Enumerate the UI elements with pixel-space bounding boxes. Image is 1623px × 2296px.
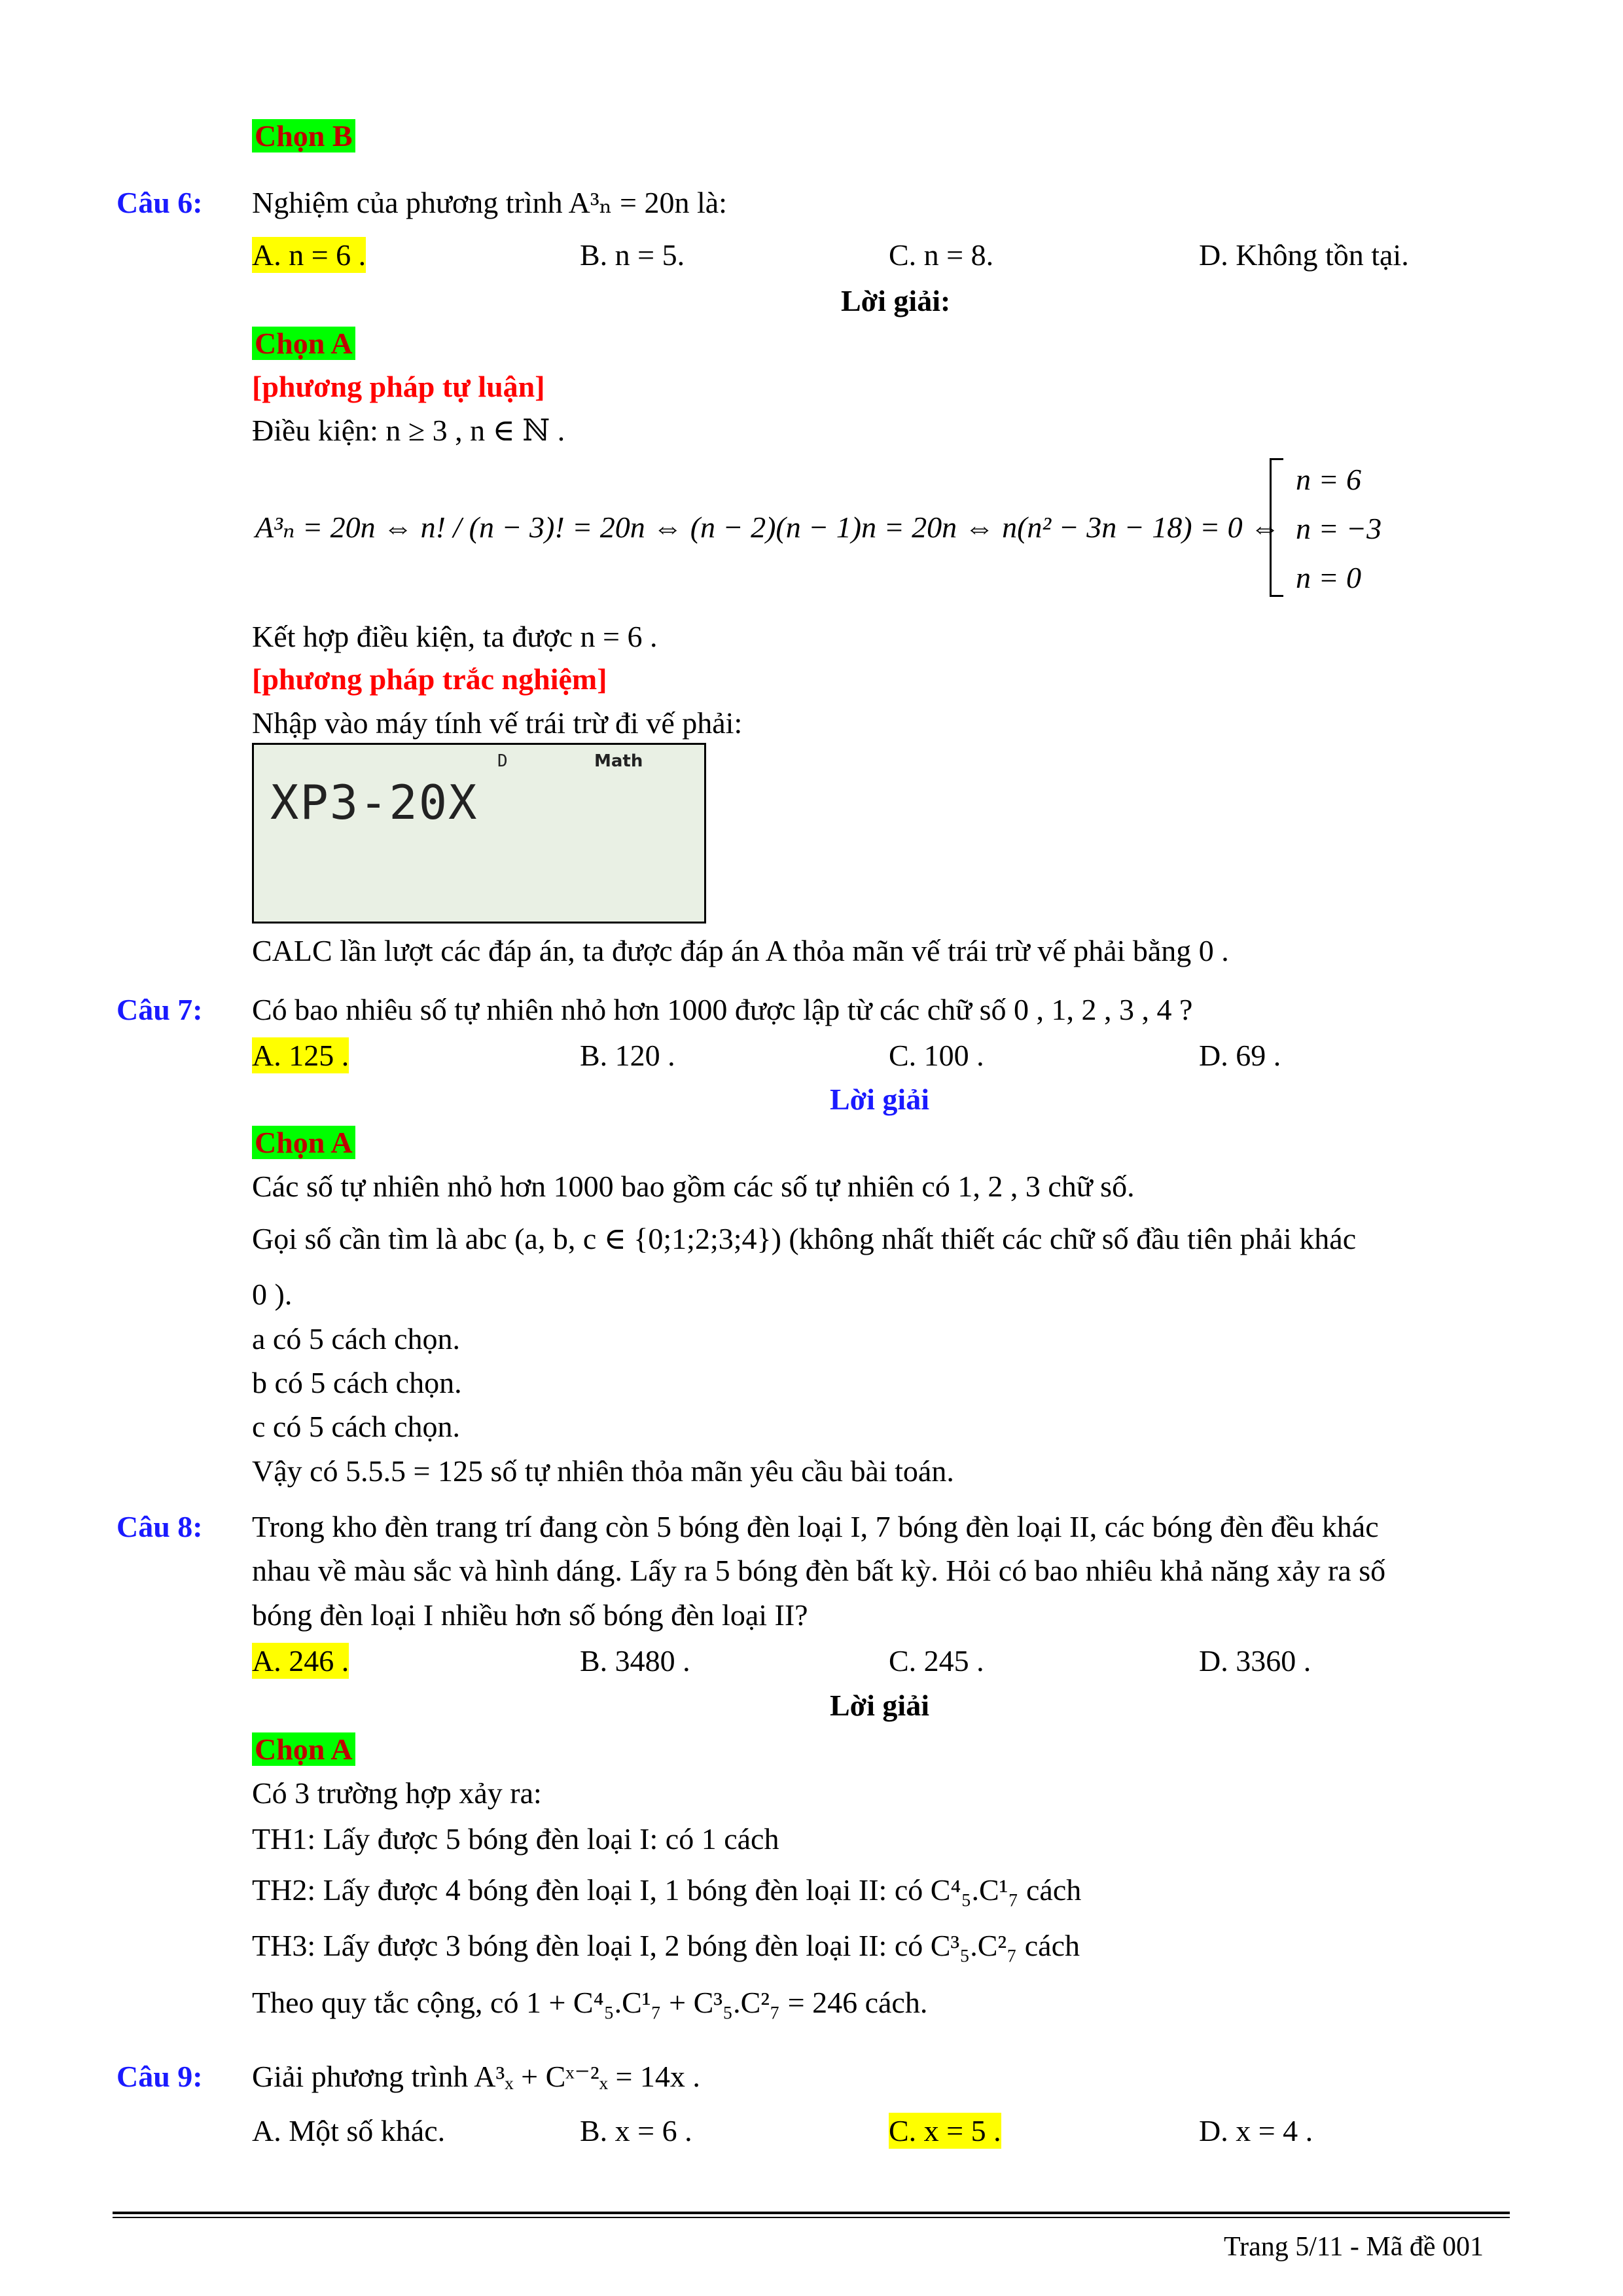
q7-chon: Chọn A xyxy=(252,1126,355,1159)
q6-root-3: n = 0 xyxy=(1296,561,1362,594)
q8-option-a: A. 246 . xyxy=(252,1643,349,1679)
q7-loigiai: Lời giải xyxy=(830,1083,929,1116)
q9-option-c: C. x = 5 . xyxy=(889,2113,1001,2149)
q9-option-a: A. Một số khác. xyxy=(252,2114,446,2147)
q7-line-7: Vậy có 5.5.5 = 125 số tự nhiên thỏa mãn yêu cầu bài toán. xyxy=(252,1454,954,1488)
page-footer: Trang 5/11 - Mã đề 001 xyxy=(1224,2232,1484,2262)
q6-option-c: C. n = 8. xyxy=(889,238,994,272)
q8-text-3: bóng đèn loại I nhiều hơn số bóng đèn loại II? xyxy=(252,1598,808,1632)
q6-combine: Kết hợp điều kiện, ta được n = 6 . xyxy=(252,620,658,653)
q8-line-1: Có 3 trường hợp xảy ra: xyxy=(252,1776,542,1810)
q6-label: Câu 6: xyxy=(116,186,203,219)
q7-label: Câu 7: xyxy=(116,993,203,1026)
q8-option-c: C. 245 . xyxy=(889,1644,984,1677)
q7-line-3: 0 ). xyxy=(252,1278,293,1311)
q6-roots-bracket xyxy=(1270,458,1283,597)
q8-line-4: TH3: Lấy được 3 bóng đèn loại I, 2 bóng đèn loại II: có C³₅.C²₇ cách xyxy=(252,1929,1080,1962)
q6-loigiai: Lời giải: xyxy=(841,284,951,317)
q7-line-6: c có 5 cách chọn. xyxy=(252,1410,461,1443)
q6-root-1: n = 6 xyxy=(1296,463,1362,496)
calc-expression: XP3-20X xyxy=(270,775,478,830)
q6-equation: A³ₙ = 20n ⇔ n! / (n − 3)! = 20n ⇔ (n − 2)(n − 1)n = 20n ⇔ n(n² − 3n − 18) = 0 ⇔ xyxy=(255,511,1281,544)
q7-line-5: b có 5 cách chọn. xyxy=(252,1366,462,1399)
q6-input-line: Nhập vào máy tính vế trái trừ đi vế phải: xyxy=(252,706,743,740)
q7-option-d: D. 69 . xyxy=(1199,1039,1281,1072)
q6-text: Nghiệm của phương trình A³ₙ = 20n là: xyxy=(252,186,727,219)
q6-condition: Điều kiện: n ≥ 3 , n ∈ ℕ . xyxy=(252,414,565,447)
q8-line-2: TH1: Lấy được 5 bóng đèn loại I: có 1 cách xyxy=(252,1822,779,1856)
calculator-screen xyxy=(252,743,706,924)
q7-line-1: Các số tự nhiên nhỏ hơn 1000 bao gồm các số tự nhiên có 1, 2 , 3 chữ số. xyxy=(252,1170,1135,1203)
q7-text: Có bao nhiêu số tự nhiên nhỏ hơn 1000 được lập từ các chữ số 0 , 1, 2 , 3 , 4 ? xyxy=(252,993,1193,1026)
calc-degree-indicator: D xyxy=(497,751,508,771)
q7-line-2: Gọi số cần tìm là abc (a, b, c ∈ {0;1;2;3;4}) (không nhất thiết các chữ số đầu tiên phải khác xyxy=(252,1222,1357,1255)
q6-option-b: B. n = 5. xyxy=(580,238,685,272)
q8-chon: Chọn A xyxy=(252,1732,355,1766)
q7-option-b: B. 120 . xyxy=(580,1039,675,1072)
footer-rule-thin xyxy=(113,2217,1510,2218)
chon-b-badge: Chọn B xyxy=(252,119,355,152)
q8-label: Câu 8: xyxy=(116,1510,203,1543)
calc-math-indicator: Math xyxy=(594,751,643,771)
q6-root-2: n = −3 xyxy=(1296,512,1382,545)
q8-text-1: Trong kho đèn trang trí đang còn 5 bóng đèn loại I, 7 bóng đèn loại II, các bóng đèn đều khác xyxy=(252,1510,1379,1543)
q8-text-2: nhau về màu sắc và hình dáng. Lấy ra 5 bóng đèn bất kỳ. Hỏi có bao nhiêu khả năng xảy ra số xyxy=(252,1554,1386,1587)
q9-text: Giải phương trình A³ₓ + Cˣ⁻²ₓ = 14x . xyxy=(252,2060,700,2093)
q7-line-4: a có 5 cách chọn. xyxy=(252,1322,461,1355)
q9-option-d: D. x = 4 . xyxy=(1199,2114,1313,2147)
q9-label: Câu 9: xyxy=(116,2060,203,2093)
q6-calc-result: CALC lần lượt các đáp án, ta được đáp án A thỏa mãn vế trái trừ vế phải bằng 0 . xyxy=(252,934,1229,967)
q6-method1: [phương pháp tự luận] xyxy=(252,370,545,403)
q9-option-b: B. x = 6 . xyxy=(580,2114,692,2147)
q6-option-d: D. Không tồn tại. xyxy=(1199,238,1409,272)
q8-option-b: B. 3480 . xyxy=(580,1644,690,1677)
q7-option-c: C. 100 . xyxy=(889,1039,984,1072)
footer-rule-thick xyxy=(113,2212,1510,2214)
q6-chon: Chọn A xyxy=(252,327,355,360)
q6-method2: [phương pháp trắc nghiệm] xyxy=(252,662,607,696)
q6-option-a: A. n = 6 . xyxy=(252,237,366,273)
q7-option-a: A. 125 . xyxy=(252,1037,349,1073)
q8-line-3: TH2: Lấy được 4 bóng đèn loại I, 1 bóng đèn loại II: có C⁴₅.C¹₇ cách xyxy=(252,1873,1082,1907)
q8-loigiai: Lời giải xyxy=(830,1689,929,1722)
q8-option-d: D. 3360 . xyxy=(1199,1644,1311,1677)
q8-line-5: Theo quy tắc cộng, có 1 + C⁴₅.C¹₇ + C³₅.C²₇ = 246 cách. xyxy=(252,1986,928,2019)
